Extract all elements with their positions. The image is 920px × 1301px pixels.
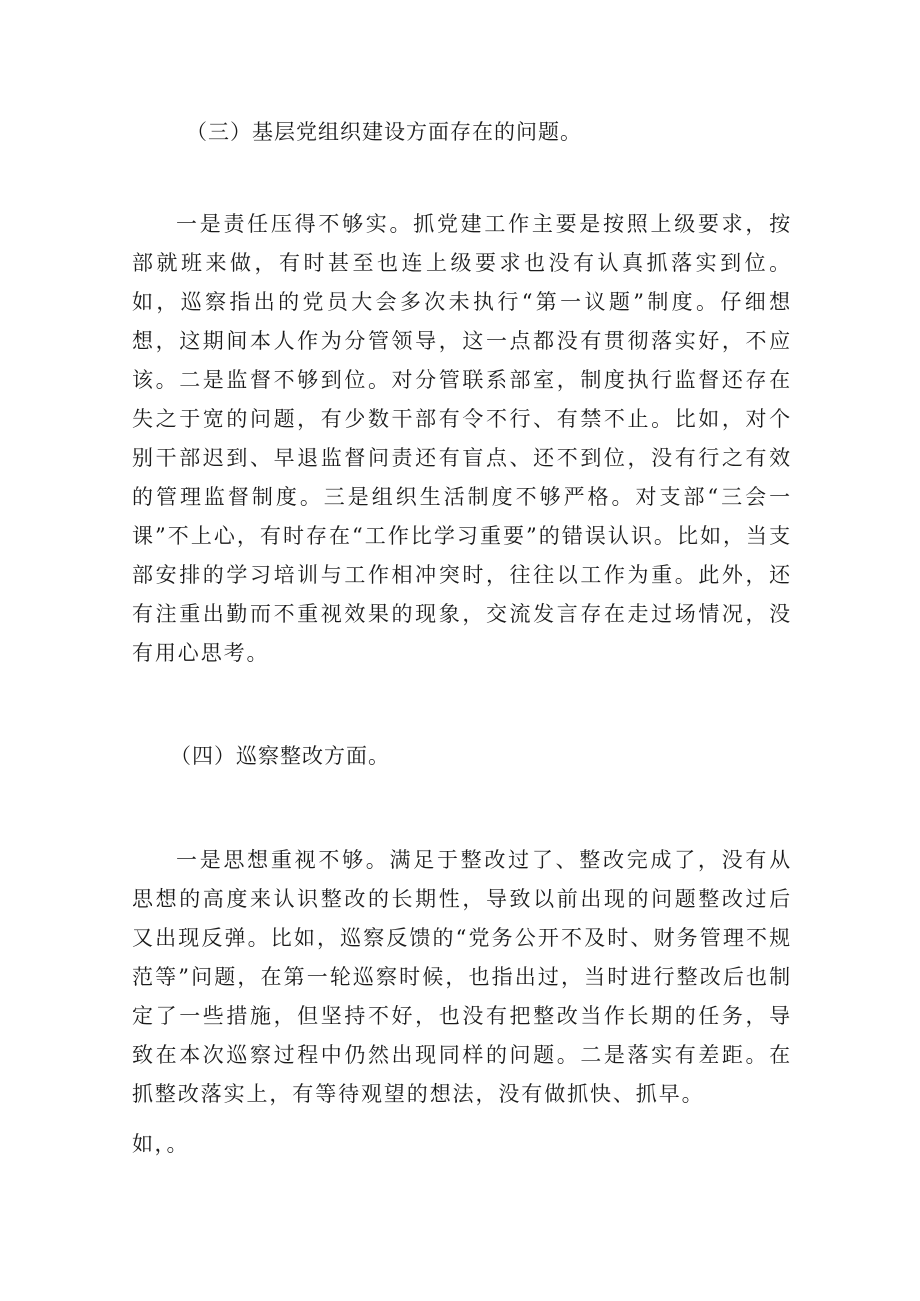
section-3-heading: （三）基层党组织建设方面存在的问题。 [186, 120, 582, 144]
section-3-paragraph: 一是责任压得不够实。抓党建工作主要是按照上级要求，按部就班来做，有时甚至也连上级要求也没有认真抓落实到位。如，巡察指出的党员大会多次未执行“第一议题”制度。仔细想想，这期间本人作为分管领导，这一点都没有贯彻落实好，不应该。二是监督不够到位。对分管联系部室，制度执行监督还存在失之于宽的问题，有少数干部有令不行、有禁不止。比如，对个别干部迟到、早退监督问责还有盲点、还不到位，没有行之有效的管理监督制度。三是组织生活制度不够严格。对支部“三会一课”不上心，有时存在“工作比学习重要”的错误认识。比如，当支部安排的学习培训与工作相冲突时，往往以工作为重。此外，还有注重出勤而不重视效果的现象，交流发言存在走过场情况，没有用心思考。 [132, 212, 792, 665]
section-4-trailing-line: 如，。 [132, 1132, 189, 1156]
section-4-heading: （四）巡察整改方面。 [170, 744, 390, 768]
section-4-paragraph: 一是思想重视不够。满足于整改过了、整改完成了，没有从思想的高度来认识整改的长期性，导致以前出现的问题整改过后又出现反弹。比如，巡察反馈的“党务公开不及时、财务管理不规范等”问题，在第一轮巡察时候，也指出过，当时进行整改后也制定了一些措施，但坚持不好，也没有把整改当作长期的任务，导致在本次巡察过程中仍然出现同样的问题。二是落实有差距。在抓整改落实上，有等待观望的想法，没有做抓快、抓早。 [132, 848, 792, 1106]
